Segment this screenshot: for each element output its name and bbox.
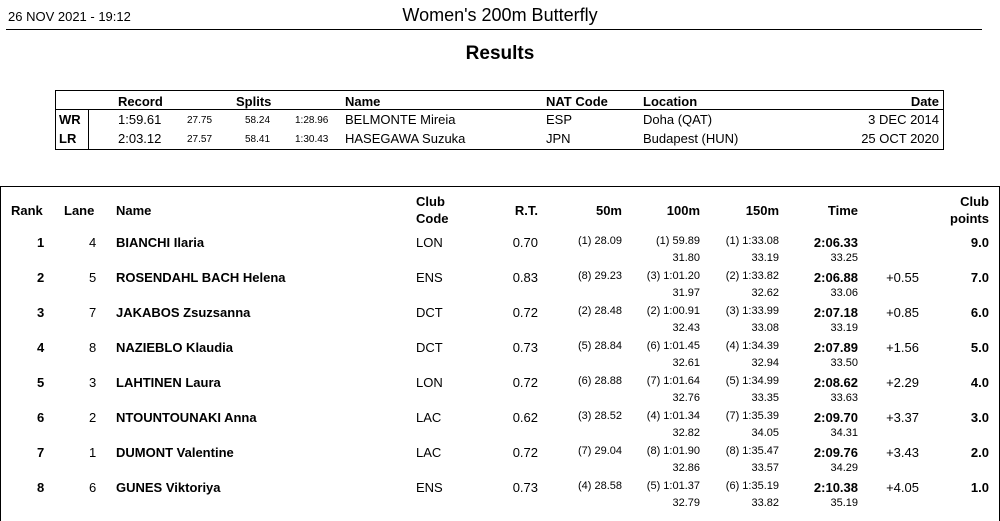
header-100m: 100m — [666, 203, 700, 218]
record-split: 58.24 — [245, 115, 271, 126]
final-time: 2:06.33 — [813, 235, 858, 250]
header-rt: R.T. — [514, 203, 538, 218]
rank-cell: 3 — [37, 305, 45, 320]
record-nat: JPN — [546, 131, 571, 146]
header-club-line1: Club — [416, 194, 445, 209]
lap-150m: 33.82 — [751, 497, 779, 509]
lap-100m: 32.82 — [672, 427, 700, 439]
split-150m: (5) 1:34.99 — [725, 375, 779, 387]
lap-100m: 32.76 — [672, 392, 700, 404]
lap-150m: 34.05 — [751, 427, 779, 439]
record-location: Budapest (HUN) — [643, 131, 739, 146]
reaction-time: 0.62 — [512, 410, 538, 425]
record-time: 2:03.12 — [118, 131, 162, 146]
lap-150m: 33.35 — [751, 392, 779, 404]
reaction-time: 0.83 — [512, 270, 538, 285]
record-location: Doha (QAT) — [643, 112, 713, 127]
time-behind: +4.05 — [886, 480, 919, 495]
swimmer-name: ROSENDAHL BACH Helena — [116, 270, 286, 285]
records-header-nat: NAT Code — [546, 94, 608, 109]
header-rank: Rank — [11, 203, 43, 218]
lane-cell: 1 — [89, 445, 97, 460]
final-time: 2:06.88 — [813, 270, 858, 285]
lap-final: 33.06 — [830, 287, 858, 299]
split-100m: (1) 59.89 — [655, 235, 700, 247]
lap-150m: 33.19 — [751, 252, 779, 264]
time-behind: +3.43 — [886, 445, 919, 460]
header-50m: 50m — [595, 203, 622, 218]
split-100m: (8) 1:01.90 — [646, 445, 700, 457]
club-points: 3.0 — [970, 410, 989, 425]
lap-150m: 33.08 — [751, 322, 779, 334]
split-50m: (8) 29.23 — [577, 270, 622, 282]
lap-150m: 32.94 — [751, 357, 779, 369]
header-lane: Lane — [64, 203, 95, 218]
lane-cell: 3 — [89, 375, 97, 390]
lap-final: 33.25 — [830, 252, 858, 264]
results-heading: Results — [465, 43, 535, 64]
lap-100m: 32.43 — [672, 322, 700, 334]
time-behind: +0.85 — [886, 305, 919, 320]
swimmer-name: LAHTINEN Laura — [116, 375, 221, 390]
club-code: LON — [416, 375, 443, 390]
time-behind: +0.55 — [886, 270, 919, 285]
lap-100m: 31.97 — [672, 287, 700, 299]
reaction-time: 0.73 — [512, 340, 538, 355]
swimmer-name: GUNES Viktoriya — [116, 480, 221, 495]
split-50m: (4) 28.58 — [577, 480, 622, 492]
split-150m: (4) 1:34.39 — [725, 340, 779, 352]
lap-100m: 32.79 — [672, 497, 700, 509]
club-points: 4.0 — [970, 375, 989, 390]
event-title: Women's 200m Butterfly — [402, 5, 598, 25]
lap-final: 33.63 — [830, 392, 858, 404]
report-date: 26 NOV 2021 - 19:12 — [8, 9, 131, 24]
split-100m: (7) 1:01.64 — [646, 375, 700, 387]
header-club-line2: Code — [416, 211, 449, 226]
split-100m: (5) 1:01.37 — [646, 480, 700, 492]
header-time: Time — [827, 203, 858, 218]
reaction-time: 0.73 — [512, 480, 538, 495]
record-date: 25 OCT 2020 — [861, 131, 939, 146]
club-code: DCT — [416, 305, 443, 320]
club-code: LAC — [416, 410, 442, 425]
rank-cell: 1 — [37, 235, 45, 250]
lane-cell: 5 — [89, 270, 97, 285]
lap-100m: 31.80 — [672, 252, 700, 264]
swimmer-name: BIANCHI Ilaria — [116, 235, 205, 250]
club-points: 1.0 — [970, 480, 989, 495]
split-150m: (8) 1:35.47 — [725, 445, 779, 457]
header-points-line1: Club — [960, 194, 989, 209]
reaction-time: 0.72 — [512, 305, 538, 320]
swimmer-name: DUMONT Valentine — [116, 445, 234, 460]
split-50m: (3) 28.52 — [577, 410, 622, 422]
split-50m: (7) 29.04 — [577, 445, 622, 457]
record-split: 58.41 — [245, 134, 271, 145]
reaction-time: 0.70 — [512, 235, 538, 250]
record-type: WR — [59, 112, 81, 127]
record-type: LR — [59, 131, 77, 146]
header-divider — [6, 29, 982, 30]
split-150m: (3) 1:33.99 — [725, 305, 779, 317]
lap-final: 35.19 — [830, 497, 858, 509]
split-100m: (3) 1:01.20 — [646, 270, 700, 282]
header-150m: 150m — [745, 203, 779, 218]
record-date: 3 DEC 2014 — [868, 112, 939, 127]
results-table — [0, 186, 1000, 521]
lap-final: 34.31 — [830, 427, 858, 439]
club-code: DCT — [416, 340, 443, 355]
club-points: 7.0 — [970, 270, 989, 285]
record-holder: HASEGAWA Suzuka — [345, 131, 466, 146]
rank-cell: 7 — [37, 445, 45, 460]
lane-cell: 6 — [89, 480, 97, 495]
split-50m: (1) 28.09 — [577, 235, 622, 247]
reaction-time: 0.72 — [512, 445, 538, 460]
record-holder: BELMONTE Mireia — [345, 112, 456, 127]
final-time: 2:07.89 — [813, 340, 858, 355]
lap-100m: 32.61 — [672, 357, 700, 369]
swimmer-name: NAZIEBLO Klaudia — [116, 340, 234, 355]
records-header-name: Name — [345, 94, 381, 109]
records-header-record: Record — [118, 94, 163, 109]
lap-final: 34.29 — [830, 462, 858, 474]
final-time: 2:10.38 — [813, 480, 858, 495]
club-points: 9.0 — [970, 235, 989, 250]
split-100m: (4) 1:01.34 — [646, 410, 700, 422]
final-time: 2:08.62 — [813, 375, 858, 390]
records-header-splits: Splits — [236, 94, 272, 109]
records-type-divider — [88, 109, 89, 149]
lane-cell: 4 — [89, 235, 97, 250]
time-behind: +3.37 — [886, 410, 919, 425]
records-header-divider — [56, 109, 943, 110]
record-split: 27.75 — [187, 115, 213, 126]
final-time: 2:09.76 — [813, 445, 858, 460]
record-nat: ESP — [546, 112, 573, 127]
club-code: ENS — [416, 480, 443, 495]
records-header-location: Location — [643, 94, 698, 109]
lap-150m: 33.57 — [751, 462, 779, 474]
split-150m: (6) 1:35.19 — [725, 480, 779, 492]
split-150m: (7) 1:35.39 — [725, 410, 779, 422]
time-behind: +2.29 — [886, 375, 919, 390]
final-time: 2:07.18 — [813, 305, 858, 320]
club-points: 5.0 — [970, 340, 989, 355]
rank-cell: 4 — [37, 340, 45, 355]
lane-cell: 8 — [89, 340, 97, 355]
club-points: 2.0 — [970, 445, 989, 460]
lap-final: 33.50 — [830, 357, 858, 369]
lane-cell: 7 — [89, 305, 97, 320]
record-time: 1:59.61 — [118, 112, 162, 127]
lane-cell: 2 — [89, 410, 97, 425]
records-header-date: Date — [910, 94, 939, 109]
reaction-time: 0.72 — [512, 375, 538, 390]
club-code: LAC — [416, 445, 442, 460]
split-50m: (2) 28.48 — [577, 305, 622, 317]
lap-final: 33.19 — [830, 322, 858, 334]
split-50m: (5) 28.84 — [577, 340, 622, 352]
split-150m: (2) 1:33.82 — [725, 270, 779, 282]
lap-150m: 32.62 — [751, 287, 779, 299]
header-name: Name — [116, 203, 152, 218]
rank-cell: 8 — [37, 480, 45, 495]
header-points-line2: points — [950, 211, 989, 226]
split-100m: (2) 1:00.91 — [646, 305, 700, 317]
record-split: 27.57 — [187, 134, 213, 145]
rank-cell: 6 — [37, 410, 45, 425]
records-table — [55, 90, 944, 150]
rank-cell: 5 — [37, 375, 45, 390]
lap-100m: 32.86 — [672, 462, 700, 474]
swimmer-name: NTOUNTOUNAKI Anna — [116, 410, 257, 425]
time-behind: +1.56 — [886, 340, 919, 355]
club-code: ENS — [416, 270, 443, 285]
club-points: 6.0 — [970, 305, 989, 320]
record-split: 1:30.43 — [295, 134, 329, 145]
club-code: LON — [416, 235, 443, 250]
split-50m: (6) 28.88 — [577, 375, 622, 387]
record-split: 1:28.96 — [295, 115, 329, 126]
rank-cell: 2 — [37, 270, 45, 285]
split-150m: (1) 1:33.08 — [725, 235, 779, 247]
swimmer-name: JAKABOS Zsuzsanna — [116, 305, 251, 320]
final-time: 2:09.70 — [813, 410, 858, 425]
split-100m: (6) 1:01.45 — [646, 340, 700, 352]
